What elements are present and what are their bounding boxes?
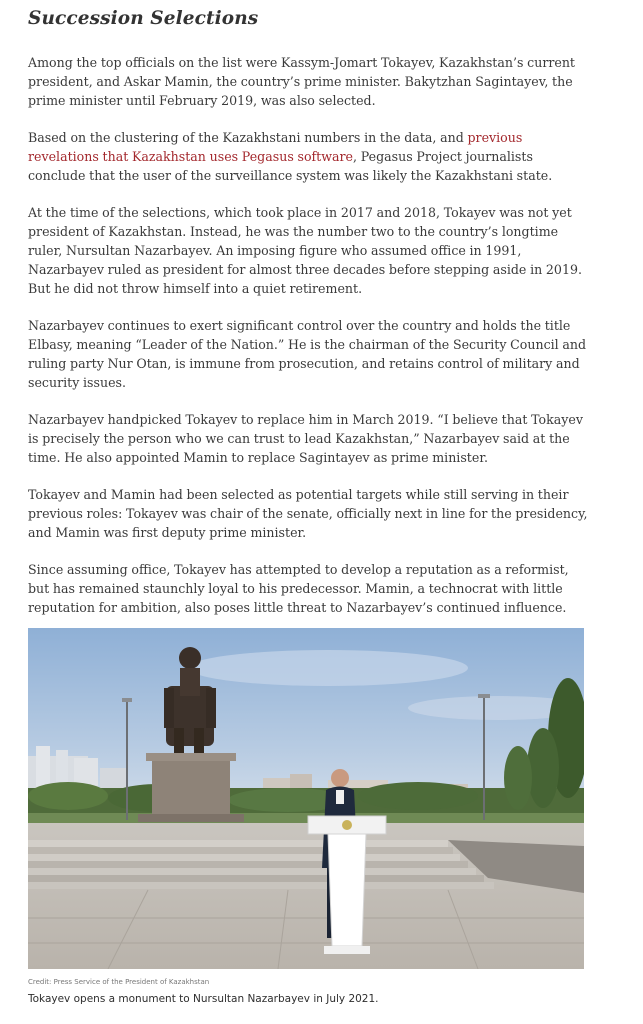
pegasus-revelations-link[interactable]: previous revelations that Kazakhstan uses Pegasus software [28,130,523,164]
article [28,6,588,617]
paragraph-previous-roles: Tokayev and Mamin had been selected as potential targets while still serving in their previous roles: Tokayev was chair of the senate, officially next in line for the presidency, and Mamin was first deputy prime minister. [28,487,588,540]
monument-scene-illustration [28,628,584,969]
paragraph-handpicked: Nazarbayev handpicked Tokayev to replace him in March 2019. “I believe that Tokayev is precisely the person who we can trust to lead Kazakhstan,” Nazarbayev said at the time. He also appointed Mamin to replace Sagintayev as prime minister. [28,412,583,465]
paragraph-text: , Pegasus Project journalists conclude that the user of the surveillance system was likely the Kazakhstani state. [28,149,553,183]
photo-caption: Tokayev opens a monument to Nursultan Nazarbayev in July 2021. [28,993,379,1005]
paragraph-selections-timing: At the time of the selections, which took place in 2017 and 2018, Tokayev was not yet president of Kazakhstan. Instead, he was the number two to the country’s longtime ruler, Nursultan Nazarbayev. An imposing figure who assumed office in 1991, Nazarbayev ruled as president for almost three decades before stepping aside in 2019. But he did not throw himself into a quiet retirement. [28,205,582,296]
paragraph-nazarbayev-control: Nazarbayev continues to exert significant control over the country and holds the title Elbasy, meaning “Leader of the Nation.” He is the chairman of the Security Council and ruling party Nur Otan, is immune from prosecution, and retains control of military and security issues. [28,318,587,390]
paragraph-clustering [28,128,588,185]
paragraph-text: Based on the clustering of the Kazakhstani numbers in the data, and [28,130,468,145]
section-title: Succession Selections [28,8,259,29]
paragraph-reformist: Since assuming office, Tokayev has attempted to develop a reputation as a reformist, but has remained staunchly loyal to his predecessor. Mamin, a technocrat with little reputation for ambition, also poses little threat to Nazarbayev’s continued influence. [28,562,569,615]
photo-credit: Credit: Press Service of the President of Kazakhstan [28,978,210,986]
monument-photo [28,628,584,969]
paragraph-officials: Among the top officials on the list were Kassym-Jomart Tokayev, Kazakhstan’s current president, and Askar Mamin, the country’s prime minister. Bakytzhan Sagintayev, the prime minister until February 2019, was also selected. [28,55,575,108]
